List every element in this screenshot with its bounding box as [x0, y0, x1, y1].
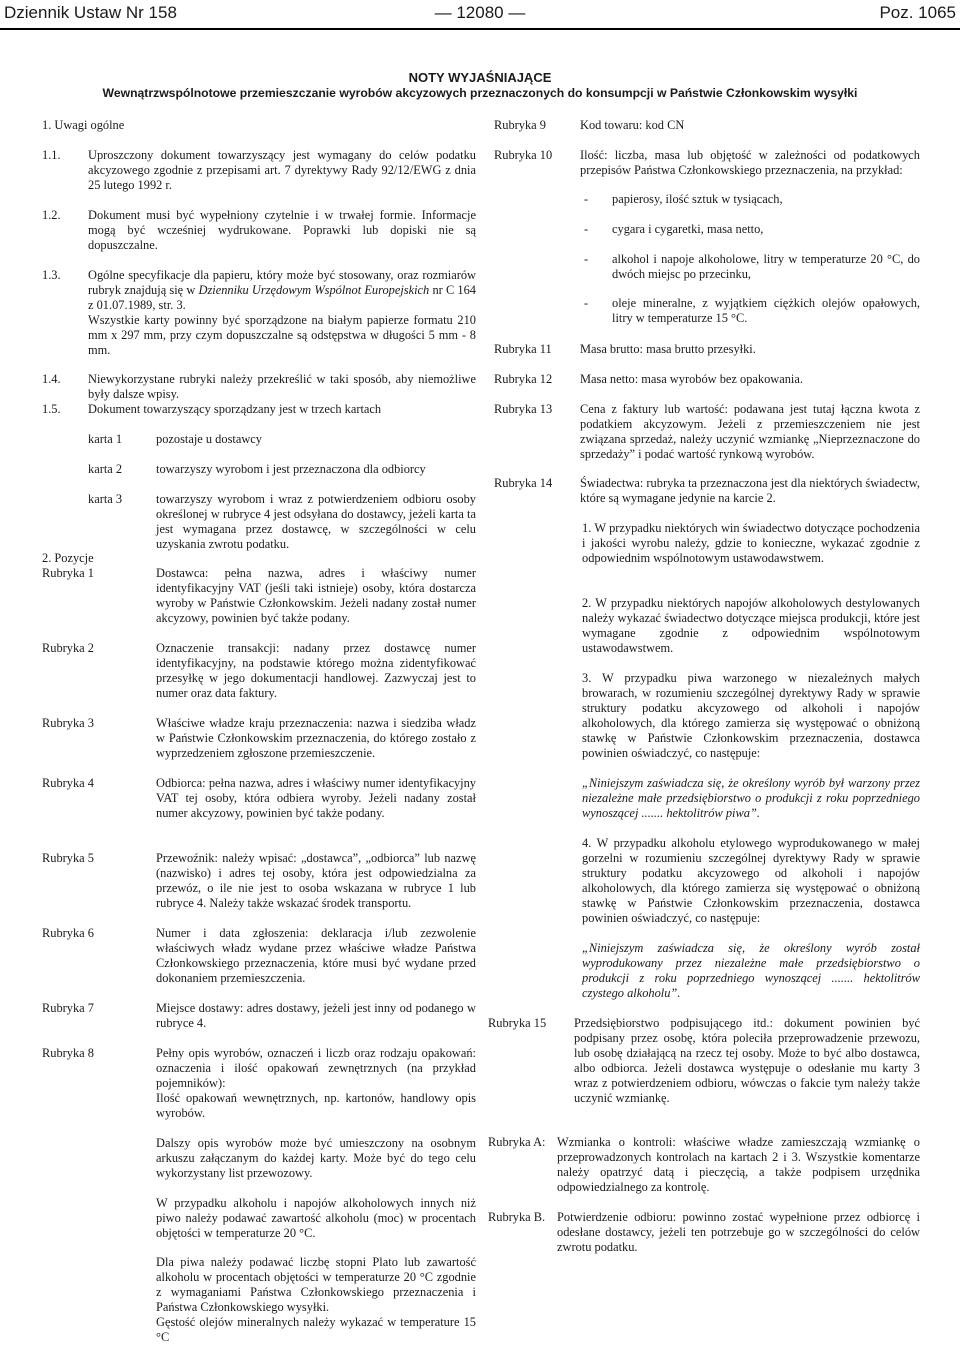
rubryka-text: Świadectwa: rubryka ta przeznaczona jest dla niektórych świadectw, które są wymagane jedynie na karcie 2.	[580, 476, 920, 505]
rubryka-text: Ilość opakowań wewnętrznych, np. kartonów, handlowy opis wyrobów.	[156, 1091, 476, 1120]
rubryka-label: Rubryka 9	[494, 118, 546, 132]
rubryka-label: Rubryka 7	[42, 1001, 94, 1015]
rubryka-label: Rubryka 1	[42, 566, 94, 580]
rubryka-text: Dla piwa należy podawać liczbę stopni Plato lub zawartość alkoholu w procentach objętości w temperaturze 20 °C zgodnie z wymaganiami Państwa Członkowskiego przeznaczenia i Państwa Członkowskiego wysyłki.	[156, 1255, 476, 1314]
paragraph-1-2: Dokument musi być wypełniony czytelnie i w trwałej formie. Informacje mogą być wcześniej wydrukowane. Poprawki lub dopiski nie są dopuszczalne.	[88, 208, 476, 252]
document-title: NOTY WYJAŚNIAJĄCE	[408, 70, 552, 85]
rubryka-label: Rubryka 15	[488, 1016, 547, 1030]
rubryka-text: Kod towaru: kod CN	[580, 118, 685, 132]
rubryka-label: Rubryka 12	[494, 372, 553, 386]
rubryka-text: Dalszy opis wyrobów może być umieszczony na osobnym arkuszu załączanym do każdej karty. Może być do tego celu wykorzystany list przewozowy.	[156, 1136, 476, 1180]
journal-name: Dziennik Ustaw Nr 158	[4, 3, 177, 22]
rubryka-text: Wzmianka o kontroli: właściwe władze zamieszczają wzmiankę o przeprowadzonych kontrolach na kartach 2 i 3. Wszystkie komentarze należy opatrzyć datą i pieczęcią, a także podpisem urzędnika odpowiedzialnego za kontrolę.	[557, 1135, 920, 1194]
rubryka-text: Miejsce dostawy: adres dostawy, jeżeli jest inny od podanego w rubryce 4.	[156, 1001, 476, 1030]
rubryka-label: Rubryka A:	[488, 1135, 546, 1149]
dash-bullet: -	[584, 252, 589, 266]
para-number: 1.4.	[42, 372, 61, 386]
karta-text: pozostaje u dostawcy	[156, 432, 262, 446]
rubryka-label: Rubryka 5	[42, 851, 94, 865]
rubryka-text: Oznaczenie transakcji: nadany przez dostawcę numer identyfikacyjny, na podstawie którego można zidentyfikować przesyłkę w jego dokumentacji handlowej. Zazwyczaj jest to numer oraz data faktury.	[156, 641, 476, 700]
certificate-note: 2. W przypadku niektórych napojów alkoholowych destylowanych należy wykazać świadectwo dotyczące miejsca produkcji, które jest wymagane zgodnie z odpowiednim wspólnotowym ustawodawstwem.	[582, 596, 920, 655]
karta-text: towarzyszy wyrobom i wraz z potwierdzeniem odbioru osoby określonej w rubryce 4 jest odsyłana do dostawcy, jeżeli karta ta jest wymagana przez dostawcę, w szczególności w celu uzyskania zwrotu podatku.	[156, 492, 476, 551]
section-general: 1. Uwagi ogólne	[42, 118, 125, 132]
paragraph-1-3: Ogólne specyfikacje dla papieru, który może być stosowany, oraz rozmiarów rubryk znajdują się w Dzienniku Urzędowym Wspólnot Europejskich nr C 164 z 01.07.1989, str. 3.	[88, 268, 477, 312]
rubryka-text: Dostawca: pełna nazwa, adres i właściwy numer identyfikacyjny VAT (jeśli taki istnieje) osoby, która dostarcza wyroby w Państwie Członkowskim. Jeżeli nadany został numer akcyzowy, powinien być także podany.	[156, 566, 476, 625]
certificate-note: 4. W przypadku alkoholu etylowego wyprodukowanego w małej gorzelni w rozumieniu szczególnej dyrektywy Rady w sprawie struktury podatku akcyzowego od alkoholi i napojów alkoholowych, dla którego zamierza się występować o obniżoną stawkę w Państwie Członkowskim przeznaczenia, dostawca powinien oświadczyć, co następuje:	[582, 836, 920, 925]
paragraph-1-5: Dokument towarzyszący sporządzany jest w trzech kartach	[88, 402, 382, 416]
section-positions: 2. Pozycje	[42, 551, 94, 565]
list-item: cygara i cygaretki, masa netto,	[612, 222, 764, 236]
rubryka-text: Cena z faktury lub wartość: podawana jest tutaj łączna kwota z podatkiem akcyzowym. Jeżeli z przemieszczeniem nie jest związana sprzedaż, należy uczynić wzmiankę „Nieprzeznaczone do sprzedaży” i podać wartość rynkową wyrobów.	[580, 402, 920, 461]
certificate-note: 3. W przypadku piwa warzonego w niezależnych małych browarach, w rozumieniu szczególnej dyrektywy Rady w sprawie struktury podatku akcyzowego od alkoholi i napojów alkoholowych, dla którego zamierza się występować o obniżoną stawkę w Państwie Członkowskim przeznaczenia, dostawca powinien oświadczyć, co następuje:	[582, 671, 920, 760]
rubryka-text: Masa netto: masa wyrobów bez opakowania.	[580, 372, 803, 386]
rubryka-label: Rubryka 8	[42, 1046, 94, 1060]
journal-reference: Dzienniku Urzędowym Wspólnot Europejskich	[198, 283, 430, 297]
rubryka-label: Rubryka 14	[494, 476, 553, 490]
karta-label: karta 1	[88, 432, 123, 446]
rubryka-label: Rubryka 3	[42, 716, 94, 730]
karta-label: karta 2	[88, 462, 123, 476]
page-number: — 12080 —	[434, 3, 526, 22]
karta-label: karta 3	[88, 492, 123, 506]
para-number: 1.2.	[42, 208, 61, 222]
paragraph-1-4: Niewykorzystane rubryki należy przekreślić w taki sposób, aby niemożliwe były dalsze wpisy.	[88, 372, 476, 401]
paragraph-1-3-paper: Wszystkie karty powinny być sporządzone na białym papierze formatu 210 mm x 297 mm, przy czym dopuszczalne są odstępstwa w długości 5 mm - 8 mm.	[88, 313, 476, 357]
rubryka-text: Pełny opis wyrobów, oznaczeń i liczb oraz rodzaju opakowań: oznaczenia i ilość opakowań zewnętrznych (na przykład pojemników):	[156, 1046, 476, 1090]
rubryka-label: Rubryka 4	[42, 776, 94, 790]
rubryka-label: Rubryka 13	[494, 402, 553, 416]
position-number: Poz. 1065	[879, 3, 956, 22]
dash-bullet: -	[584, 192, 589, 206]
rubryka-label: Rubryka 11	[494, 342, 552, 356]
rubryka-label: Rubryka 10	[494, 148, 553, 162]
list-item: papierosy, ilość sztuk w tysiącach,	[612, 192, 783, 206]
list-item: alkohol i napoje alkoholowe, litry w temperaturze 20 °C, do dwóch miejsc po przecinku,	[612, 252, 920, 281]
declaration-quote: „Niniejszym zaświadcza się, że określony wyrób został wyprodukowany przez niezależne małe przedsiębiorstwo o produkcji z roku poprzedniego wynoszącej ....... hektolitrów czystego alkoholu”.	[582, 941, 920, 1000]
rubryka-label: Rubryka 6	[42, 926, 94, 940]
certificate-note: 1. W przypadku niektórych win świadectwo dotyczące pochodzenia i jakości wyrobu należy, gdzie to konieczne, wykazać zgodnie z odpowiednim wspólnotowym ustawodawstwem.	[582, 521, 920, 565]
document-subtitle: Wewnątrzwspólnotowe przemieszczanie wyrobów akcyzowych przeznaczonych do konsumpcji w Państwie Członkowskim wysyłki	[102, 86, 858, 100]
rubryka-text: Ilość: liczba, masa lub objętość w zależności od podatkowych przepisów Państwa Członkowskiego przeznaczenia, na przykład:	[580, 148, 920, 177]
rubryka-text: W przypadku alkoholu i napojów alkoholowych innych niż piwo należy podawać zawartość alkoholu (moc) w procentach objętości w temperaturze 20 °C.	[156, 1196, 476, 1240]
rubryka-text: Numer i data zgłoszenia: deklaracja i/lub zezwolenie właściwych władz wydane przez właściwe władze Państwa Członkowskiego przeznaczenia, które musi być wydane przed dokonaniem przemieszczenia.	[156, 926, 476, 985]
rubryka-label: Rubryka B.	[488, 1210, 546, 1224]
rubryka-text: Potwierdzenie odbioru: powinno zostać wypełnione przez odbiorcę i odesłane dostawcy, jeżeli ten potrzebuje go w szczególności do celów zwrotu podatku.	[557, 1210, 920, 1254]
para-number: 1.5.	[42, 402, 61, 416]
header-rule	[0, 28, 960, 30]
paragraph-1-1: Uproszczony dokument towarzyszący jest wymagany do celów podatku akcyzowego zgodnie z przepisami art. 7 dyrektywy Rady 92/12/EWG z dnia 25 lutego 1992 r.	[88, 148, 476, 192]
karta-text: towarzyszy wyrobom i jest przeznaczona dla odbiorcy	[156, 462, 426, 476]
rubryka-text: Gęstość olejów mineralnych należy wykazać w temperature 15 °C	[156, 1315, 476, 1344]
rubryka-text: Masa brutto: masa brutto przesyłki.	[580, 342, 756, 356]
dash-bullet: -	[584, 296, 589, 310]
dash-bullet: -	[584, 222, 589, 236]
declaration-quote: „Niniejszym zaświadcza się, że określony wyrób był warzony przez niezależne małe przedsiębiorstwo o produkcji z roku poprzedniego wynoszącej ....... hektolitrów piwa”.	[582, 776, 920, 820]
list-item: oleje mineralne, z wyjątkiem ciężkich olejów opałowych, litry w temperaturze 15 °C.	[612, 296, 920, 325]
rubryka-text: Odbiorca: pełna nazwa, adres i właściwy numer identyfikacyjny VAT tej osoby, która odbiera wyroby. Jeżeli nadany został numer akcyzowy, powinien być także podany.	[156, 776, 476, 820]
rubryka-text: Właściwe władze kraju przeznaczenia: nazwa i siedziba władz w Państwie Członkowskim przeznaczenia, do którego zostało z wyprzedzeniem zgłoszone przemieszczenie.	[156, 716, 476, 760]
running-header	[0, 0, 960, 26]
para-number: 1.3.	[42, 268, 61, 282]
rubryka-label: Rubryka 2	[42, 641, 94, 655]
rubryka-text: Przedsiębiorstwo podpisującego itd.: dokument powinien być podpisany przez osobę, która poleciła przeprowadzenie przewozu, lub osobę działającą na rzecz tej osoby. Może to być albo dostawca, albo odbiorca. Jeżeli dostawca występuje o odesłanie mu karty 3 wraz z potwierdzeniem odbioru, wówczas o fakcie tym należy także uczynić wzmiankę.	[574, 1016, 920, 1105]
rubryka-text: Przewoźnik: należy wpisać: „dostawca”, „odbiorca” lub nazwę (nazwisko) i adres tej osoby, która jest odpowiedzialna za przewóz, o ile nie jest to osoba wskazana w rubryce 1 lub rubryce 4. Należy także wskazać środek transportu.	[156, 851, 476, 910]
para-number: 1.1.	[42, 148, 61, 162]
